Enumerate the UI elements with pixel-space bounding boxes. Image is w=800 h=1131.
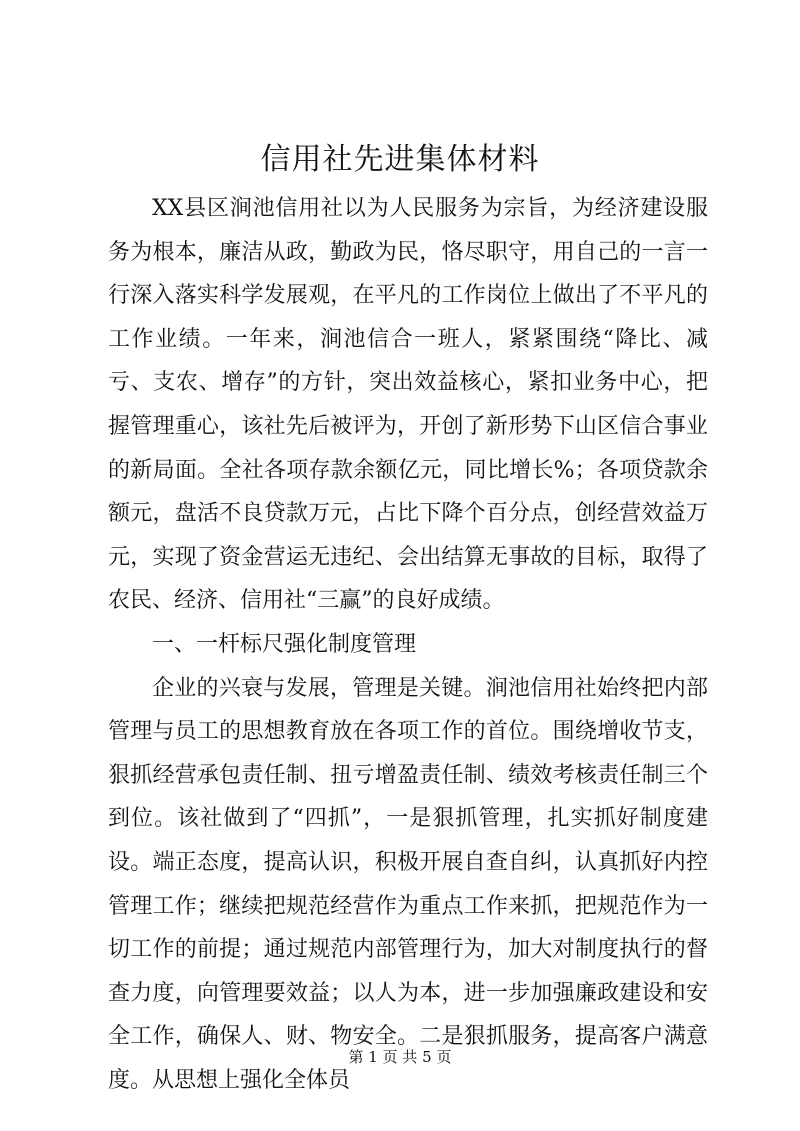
document-body bbox=[108, 187, 708, 1102]
page-number-footer: 第 1 页 共 5 页 bbox=[348, 1048, 452, 1066]
paragraph-management: 企业的兴衰与发展，管理是关键。涧池信用社始终把内部管理与员工的思想教育放在各项工作的首位。围绕增收节支，狠抓经营承包责任制、扭亏增盈责任制、绩效考核责任制三个到位。该社做到了“四抓”，一是狠抓管理，扎实抓好制度建设。端正态度，提高认识，积极开展自查自纠，认真抓好内控管理工作；继续把规范经营作为重点工作来抓，把规范作为一切工作的前提；通过规范内部管理行为，加大对制度执行的督查力度，向管理要效益；以人为本，进一步加强廉政建设和安全工作，确保人、财、物安全。二是狠抓服务，提高客户满意度。从思想上强化全体员 bbox=[108, 675, 708, 1093]
section-heading: 一、一杆标尺强化制度管理 bbox=[152, 631, 417, 657]
paragraph-intro: XX县区涧池信用社以为人民服务为宗旨，为经济建设服务为根本，廉洁从政，勤政为民，恪尽职守，用自己的一言一行深入落实科学发展观，在平凡的工作岗位上做出了不平凡的工作业绩。一年来，涧池信合一班人，紧紧围绕“降比、减亏、支农、增存”的方针，突出效益核心，紧扣业务中心，把握管理重心，该社先后被评为，开创了新形势下山区信合事业的新局面。全社各项存款余额亿元，同比增长%；各项贷款余额元，盘活不良贷款万元，占比下降个百分点，创经营效益万元，实现了资金营运无违纪、会出结算无事故的目标，取得了农民、经济、信用社“三赢”的良好成绩。 bbox=[108, 196, 708, 614]
document-title: 信用社先进集体材料 bbox=[260, 142, 540, 177]
